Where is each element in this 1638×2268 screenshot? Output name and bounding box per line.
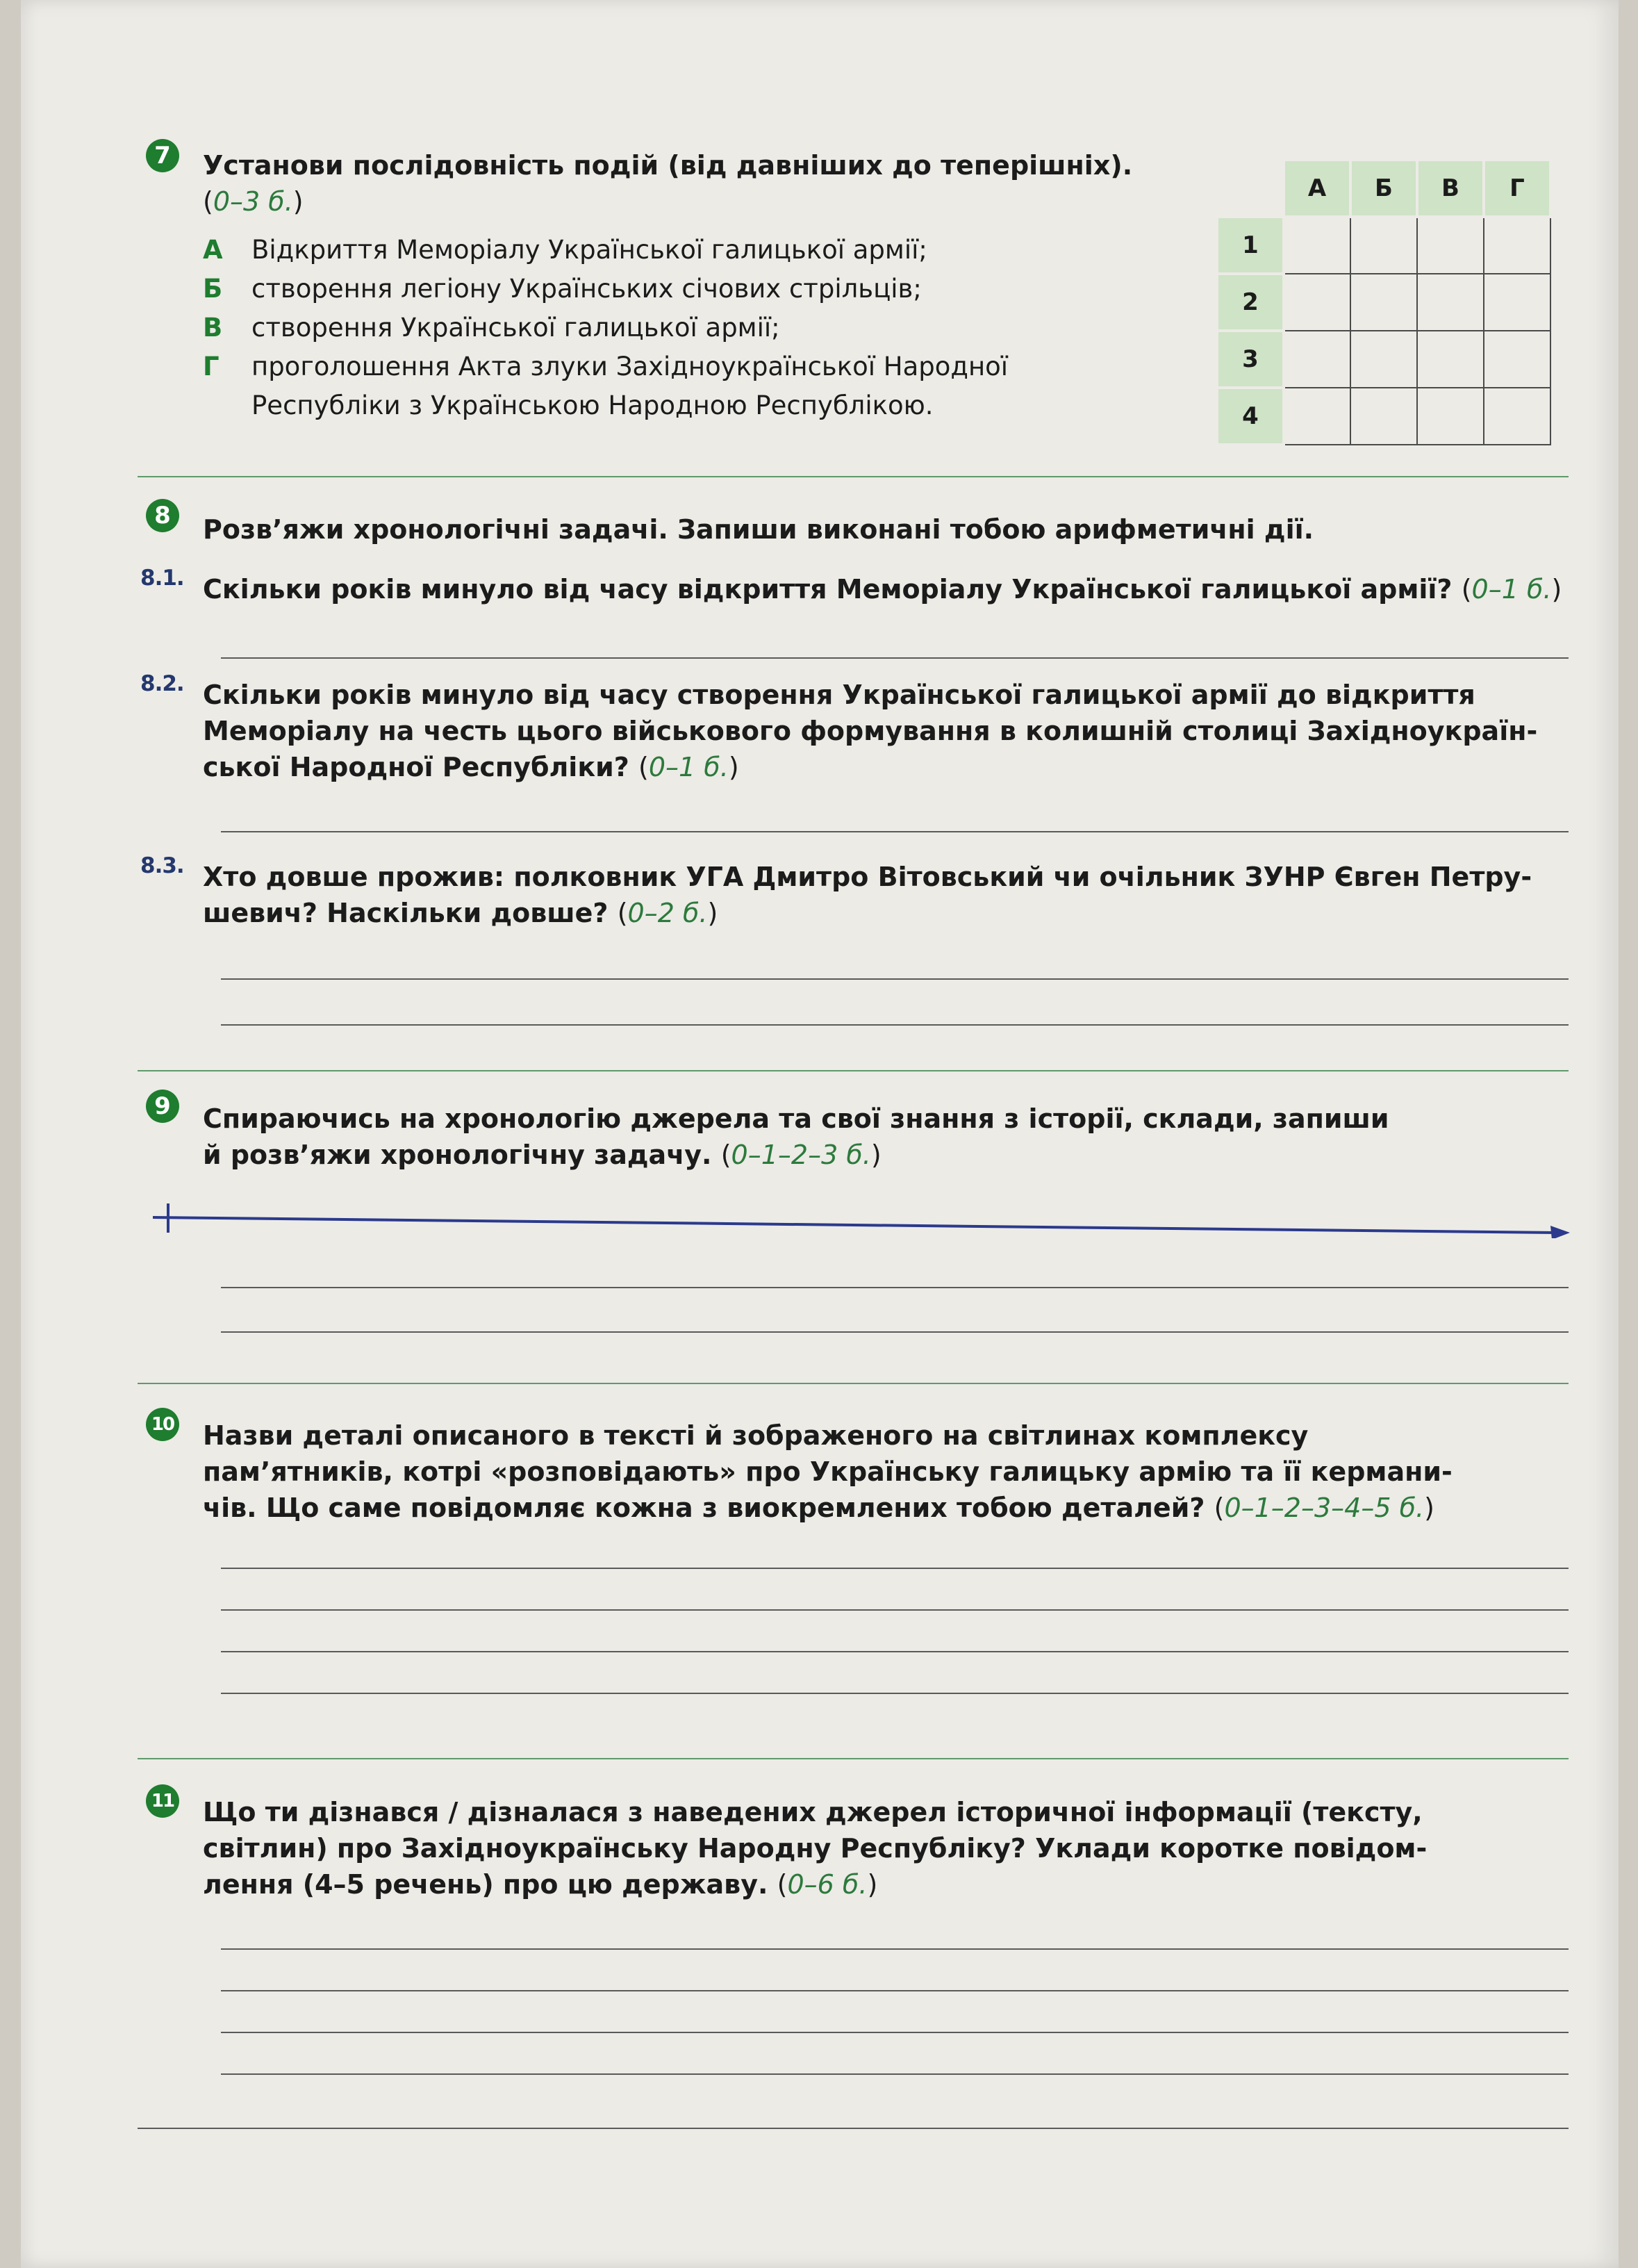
- column-header: А: [1284, 160, 1350, 217]
- answer-cell[interactable]: [1350, 331, 1417, 388]
- answer-cell[interactable]: [1484, 388, 1550, 445]
- timeline-axis: [153, 1217, 1556, 1233]
- answer-cell[interactable]: [1417, 274, 1484, 331]
- option-text: проголошення Акта злуки Західноукраїнської Народної: [251, 352, 1009, 381]
- table-corner: [1217, 160, 1284, 217]
- option-b: [203, 271, 922, 307]
- answer-line[interactable]: [221, 2073, 1569, 2075]
- answer-cell[interactable]: [1284, 217, 1350, 274]
- answer-line[interactable]: [221, 2032, 1569, 2033]
- points: 0–2 б.: [627, 898, 708, 928]
- option-text: Відкриття Меморіалу Української галицької армії;: [251, 235, 927, 265]
- answer-cell[interactable]: [1350, 274, 1417, 331]
- question-line: пам’ятників, котрі «розповідають» про Українську галицьку армію та її кермани-: [203, 1456, 1453, 1487]
- question-line: Спираючись на хронологію джерела та свої знання з історії, склади, запиши: [203, 1103, 1389, 1134]
- row-header: 2: [1217, 274, 1284, 331]
- answer-cell[interactable]: [1284, 274, 1350, 331]
- answer-line[interactable]: [138, 2128, 1569, 2129]
- answer-cell[interactable]: [1350, 217, 1417, 274]
- question-title: Установи послідовність подій (від давніших до теперішніх). (0–3 б.): [203, 150, 1133, 217]
- subquestion-text: Скільки років минуло від часу створення Української галицької армії до відкриття Меморіалу на честь цього військового формування в колишній столиці Західноукраїн- ської Народної Республіки? (0–1 б.): [203, 680, 1538, 782]
- question-number-badge: 11: [146, 1784, 179, 1818]
- subquestion-line: шевич? Наскільки довше?: [203, 898, 609, 928]
- answer-line[interactable]: [221, 831, 1569, 832]
- points: 0–1 б.: [648, 752, 729, 782]
- answer-cell[interactable]: [1484, 274, 1550, 331]
- points: 0–1 б.: [1471, 574, 1552, 605]
- answer-line[interactable]: [221, 1693, 1569, 1694]
- answer-line[interactable]: [221, 1024, 1569, 1026]
- answer-line[interactable]: [221, 1948, 1569, 1950]
- answer-line[interactable]: [221, 978, 1569, 980]
- answer-table: [1216, 158, 1552, 446]
- row-header: 1: [1217, 217, 1284, 274]
- option-text: створення легіону Українських січових стрільців;: [251, 274, 922, 304]
- option-g: [203, 349, 1008, 385]
- answer-line[interactable]: [221, 1609, 1569, 1611]
- subquestion-line: Хто довше прожив: полковник УГА Дмитро Вітовський чи очільник ЗУНР Євген Петру-: [203, 862, 1532, 892]
- question-line: лення (4–5 речень) про цю державу.: [203, 1869, 768, 1900]
- row-header: 4: [1217, 388, 1284, 445]
- section-divider: [138, 1070, 1569, 1071]
- answer-line[interactable]: [221, 657, 1569, 659]
- answer-line[interactable]: [221, 1651, 1569, 1652]
- answer-cell[interactable]: [1284, 388, 1350, 445]
- question-title: Що ти дізнався / дізналася з наведених джерел історичної інформації (тексту, світлин) про Західноукраїнську Народну Республіку? Уклади коротке повідом- лення (4–5 речень) про цю державу. (0–6 б.): [203, 1797, 1428, 1900]
- points: 0–6 б.: [787, 1869, 868, 1900]
- answer-line[interactable]: [221, 1568, 1569, 1569]
- subquestion-line: Скільки років минуло від часу відкриття Меморіалу Української галицької армії?: [203, 574, 1453, 605]
- option-a: [203, 232, 927, 268]
- points: 0–1–2–3 б.: [731, 1140, 871, 1170]
- option-letter: Г: [203, 352, 220, 381]
- question-number-badge: 8: [146, 499, 179, 532]
- timeline-arrow[interactable]: [146, 1197, 1577, 1238]
- section-divider: [138, 476, 1569, 477]
- question-number-badge: 7: [146, 139, 179, 172]
- section-divider: [138, 1758, 1569, 1759]
- subquestion-text: Хто довше прожив: полковник УГА Дмитро Вітовський чи очільник ЗУНР Євген Петру- шевич? Наскільки довше? (0–2 б.): [203, 862, 1532, 928]
- question-title: Спираючись на хронологію джерела та свої знання з історії, склади, запиши й розв’яжи хронологічну задачу. (0–1–2–3 б.): [203, 1103, 1389, 1170]
- question-text: Установи послідовність подій (від давніших до теперішніх).: [203, 150, 1133, 181]
- points: 0–3 б.: [213, 186, 293, 217]
- answer-line[interactable]: [221, 1990, 1569, 1991]
- option-text: створення Української галицької армії;: [251, 313, 780, 343]
- subquestion-line: Меморіалу на честь цього військового формування в колишній столиці Західноукраїн-: [203, 716, 1538, 746]
- subquestion-text: Скільки років минуло від часу відкриття Меморіалу Української галицької армії? (0–1 б.): [203, 574, 1562, 605]
- answer-cell[interactable]: [1417, 331, 1484, 388]
- answer-line[interactable]: [221, 1287, 1569, 1288]
- answer-cell[interactable]: [1350, 388, 1417, 445]
- option-continuation: Республіки з Українською Народною Республікою.: [251, 391, 934, 420]
- column-header: Б: [1350, 160, 1417, 217]
- answer-cell[interactable]: [1284, 331, 1350, 388]
- option-letter: В: [203, 313, 223, 343]
- section-divider: [138, 1383, 1569, 1384]
- answer-cell[interactable]: [1484, 217, 1550, 274]
- question-line: світлин) про Західноукраїнську Народну Республіку? Уклади коротке повідом-: [203, 1833, 1428, 1864]
- question-title: Розв’яжи хронологічні задачі. Запиши виконані тобою арифметичні дії.: [203, 514, 1314, 545]
- option-v: [203, 310, 780, 346]
- question-line: Назви деталі описаного в тексті й зображеного на світлинах комплексу: [203, 1420, 1309, 1451]
- question-number-badge: 10: [146, 1408, 179, 1441]
- question-line: й розв’яжи хронологічну задачу.: [203, 1140, 712, 1170]
- subquestion-number: 8.1.: [140, 566, 184, 591]
- answer-cell[interactable]: [1417, 217, 1484, 274]
- subquestion-number: 8.3.: [140, 853, 184, 878]
- question-title: Назви деталі описаного в тексті й зображеного на світлинах комплексу пам’ятників, котрі «розповідають» про Українську галицьку армію та її кермани- чів. Що саме повідомляє кожна з виокремлених тобою деталей? (0–1–2–3–4–5 б.): [203, 1420, 1453, 1523]
- subquestion-line: ської Народної Республіки?: [203, 752, 629, 782]
- answer-cell[interactable]: [1484, 331, 1550, 388]
- arrowhead-icon: [1550, 1226, 1570, 1238]
- option-letter: А: [203, 235, 223, 265]
- points: 0–1–2–3–4–5 б.: [1224, 1493, 1425, 1523]
- answer-cell[interactable]: [1417, 388, 1484, 445]
- option-letter: Б: [203, 274, 223, 304]
- column-header: Г: [1484, 160, 1550, 217]
- question-line: чів. Що саме повідомляє кожна з виокремлених тобою деталей?: [203, 1493, 1205, 1523]
- question-number-badge: 9: [146, 1090, 179, 1123]
- worksheet-page: [21, 0, 1619, 2268]
- answer-line[interactable]: [221, 1331, 1569, 1333]
- row-header: 3: [1217, 331, 1284, 388]
- column-header: В: [1417, 160, 1484, 217]
- subquestion-line: Скільки років минуло від часу створення Української галицької армії до відкриття: [203, 680, 1475, 710]
- subquestion-number: 8.2.: [140, 671, 184, 696]
- question-line: Що ти дізнався / дізналася з наведених джерел історичної інформації (тексту,: [203, 1797, 1423, 1827]
